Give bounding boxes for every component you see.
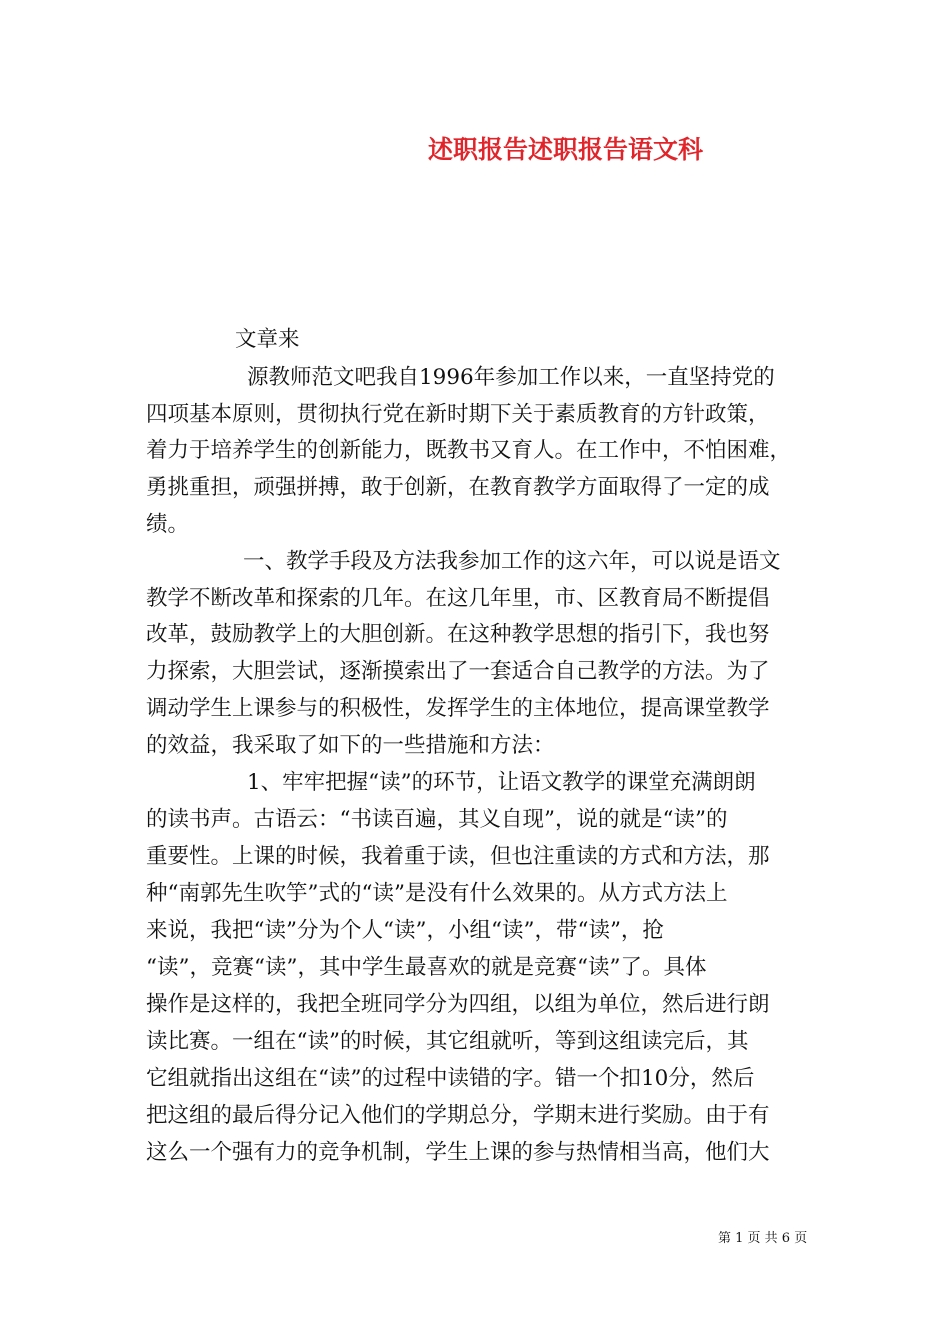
body-line: 重要性。上课的时候，我着重于读，但也注重读的方式和方法，那 [146, 844, 770, 869]
page-number-footer: 第 1 页 共 6 页 [718, 1231, 808, 1246]
body-line: 的读书声。古语云：“书读百遍，其义自现”，说的就是“读”的 [146, 807, 728, 832]
body-line: 力探索，大胆尝试，逐渐摸索出了一套适合自己教学的方法。为了 [146, 659, 770, 684]
body-line: 这么一个强有力的竞争机制，学生上课的参与热情相当高，他们大 [146, 1140, 770, 1165]
body-line: 把这组的最后得分记入他们的学期总分，学期末进行奖励。由于有 [146, 1103, 770, 1128]
body-line: 种“南郭先生吹竽”式的“读”是没有什么效果的。从方式方法上 [146, 881, 728, 906]
body-line: 它组就指出这组在“读”的过程中读错的字。错一个扣10分，然后 [146, 1066, 755, 1091]
body-line: 一、教学手段及方法我参加工作的这六年，可以说是语文 [243, 549, 781, 574]
body-line: 源教师范文吧我自1996年参加工作以来，一直坚持党的 [247, 365, 775, 390]
body-line: 改革，鼓励教学上的大胆创新。在这种教学思想的指引下，我也努 [146, 622, 770, 647]
body-line: 文章来 [235, 327, 300, 352]
body-line: 读比赛。一组在“读”的时候，其它组就听，等到这组读完后，其 [146, 1029, 749, 1054]
body-line: 的效益，我采取了如下的一些措施和方法： [146, 733, 555, 758]
body-line: 绩。 [146, 512, 190, 537]
body-line: 着力于培养学生的创新能力，既教书又育人。在工作中，不怕困难， [146, 438, 792, 463]
body-line: 四项基本原则，贯彻执行党在新时期下关于素质教育的方针政策， [146, 402, 770, 427]
body-line: 教学不断改革和探索的几年。在这几年里，市、区教育局不断提倡 [146, 586, 770, 611]
body-line: 来说，我把“读”分为个人“读”，小组“读”，带“读”，抢 [146, 918, 664, 943]
body-line: 调动学生上课参与的积极性，发挥学生的主体地位，提高课堂教学 [146, 696, 770, 721]
body-line: 勇挑重担，顽强拼搏，敢于创新，在教育教学方面取得了一定的成 [146, 475, 770, 500]
body-line: “读”，竞赛“读”，其中学生最喜欢的就是竞赛“读”了。具体 [146, 955, 707, 980]
document-title: 述职报告述职报告语文科 [428, 135, 704, 164]
body-line: 操作是这样的，我把全班同学分为四组，以组为单位，然后进行朗 [146, 992, 770, 1017]
body-line: 1、牢牢把握“读”的环节，让语文教学的课堂充满朗朗 [247, 770, 756, 795]
